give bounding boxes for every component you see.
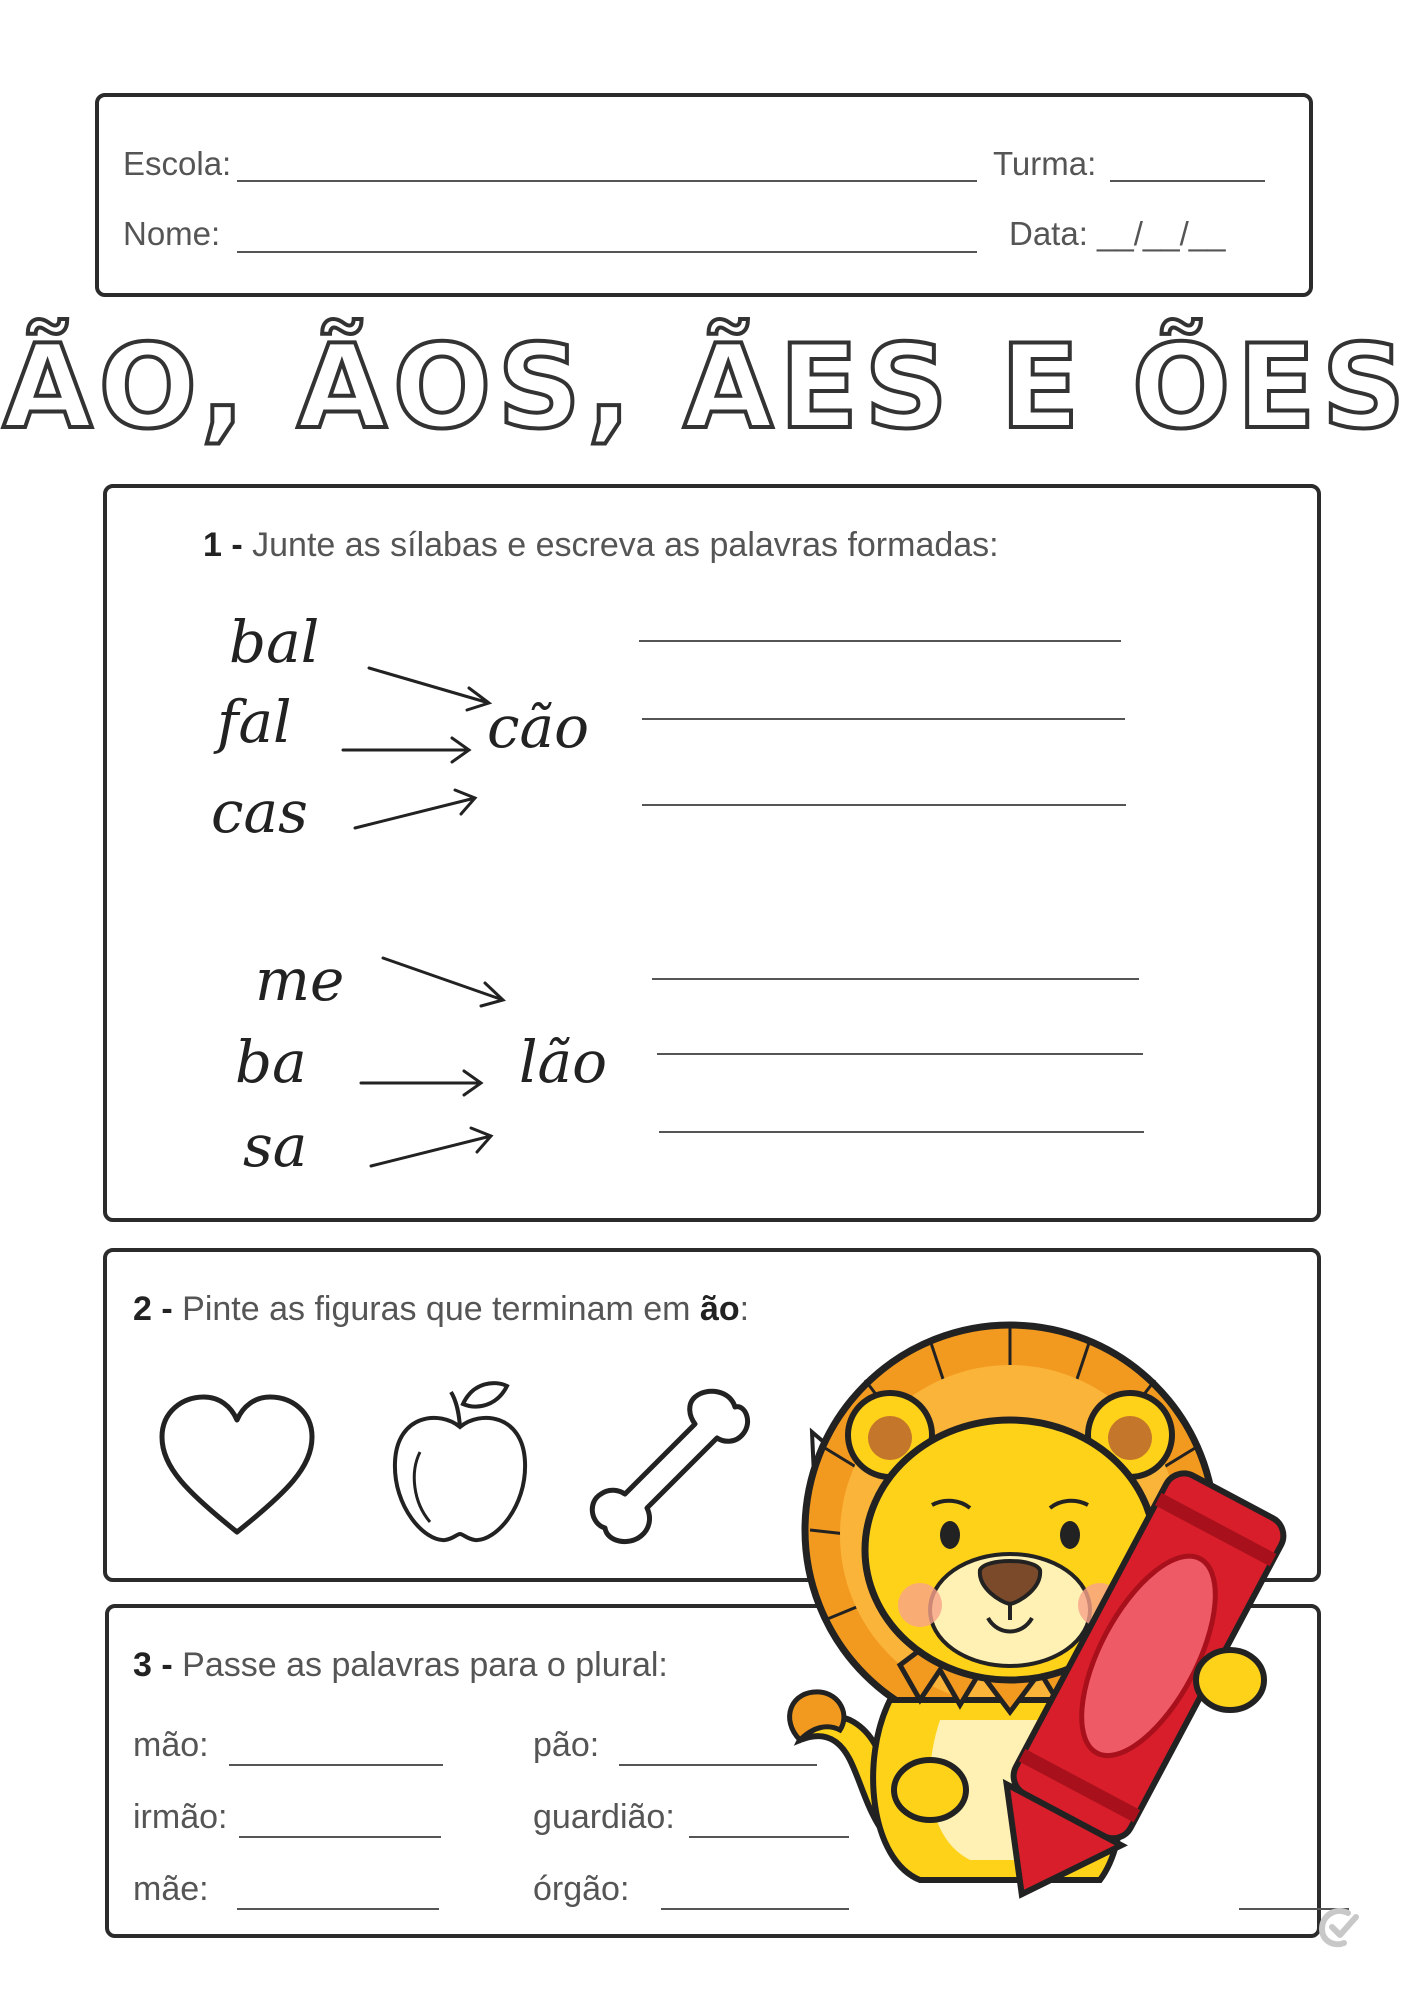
question-1-box bbox=[103, 484, 1321, 1222]
answer-line-5[interactable] bbox=[657, 1053, 1143, 1055]
syllable-ba: ba bbox=[235, 1028, 307, 1096]
question-2-colon: : bbox=[739, 1290, 750, 1328]
nome-label: Nome: bbox=[123, 215, 221, 252]
question-3-text: Passe as palavras para o plural: bbox=[182, 1646, 668, 1684]
question-2-prompt bbox=[133, 1290, 749, 1329]
apple-icon[interactable] bbox=[385, 1372, 535, 1547]
question-3-number: 3 - bbox=[133, 1646, 173, 1684]
header-box bbox=[95, 93, 1313, 297]
question-3-prompt bbox=[133, 1646, 668, 1685]
lion-with-crayon-illustration bbox=[770, 1320, 1330, 1900]
word-pao: pão: bbox=[533, 1726, 600, 1764]
nome-field[interactable] bbox=[237, 251, 977, 253]
syllable-cas: cas bbox=[211, 778, 308, 846]
plural-line-mao[interactable] bbox=[229, 1764, 443, 1766]
question-2-highlight: ão bbox=[699, 1290, 740, 1328]
bone-icon[interactable] bbox=[585, 1382, 755, 1552]
turma-label: Turma: bbox=[993, 145, 1097, 182]
word-mao: mão: bbox=[133, 1726, 209, 1764]
plural-line-irmao[interactable] bbox=[239, 1836, 441, 1838]
check-logo-icon bbox=[1318, 1905, 1362, 1949]
answer-line-3[interactable] bbox=[642, 804, 1126, 806]
heart-icon[interactable] bbox=[157, 1392, 317, 1542]
question-1-prompt bbox=[203, 526, 999, 565]
word-mae: mãe: bbox=[133, 1870, 209, 1908]
escola-field[interactable] bbox=[237, 180, 977, 182]
ending-lao: lão bbox=[519, 1028, 608, 1096]
answer-line-2[interactable] bbox=[642, 718, 1125, 720]
escola-label: Escola: bbox=[123, 145, 232, 182]
turma-field[interactable] bbox=[1110, 180, 1265, 182]
word-orgao: órgão: bbox=[533, 1870, 630, 1908]
answer-line-1[interactable] bbox=[639, 640, 1121, 642]
plural-line-mae[interactable] bbox=[237, 1908, 439, 1910]
answer-line-6[interactable] bbox=[659, 1131, 1144, 1133]
syllable-me: me bbox=[255, 946, 345, 1014]
arrows-group-2 bbox=[107, 488, 117, 498]
data-label: Data: __/__/__ bbox=[1009, 215, 1226, 252]
syllable-sa: sa bbox=[243, 1112, 308, 1180]
word-irmao: irmão: bbox=[133, 1798, 228, 1836]
question-1-text: Junte as sílabas e escreva as palavras formadas: bbox=[252, 526, 999, 564]
question-2-number: 2 - bbox=[133, 1290, 173, 1328]
ending-cao: cão bbox=[487, 693, 589, 761]
word-guardiao: guardião: bbox=[533, 1798, 675, 1836]
page-title: ÃO, ÃOS, ÃES E ÕES bbox=[2, 320, 1412, 455]
syllable-bal: bal bbox=[229, 608, 320, 676]
answer-line-4[interactable] bbox=[652, 978, 1139, 980]
question-1-number: 1 - bbox=[203, 526, 243, 564]
syllable-fal: fal bbox=[217, 688, 292, 756]
plural-line-orgao[interactable] bbox=[661, 1908, 849, 1910]
question-2-text: Pinte as figuras que terminam em bbox=[182, 1290, 691, 1328]
